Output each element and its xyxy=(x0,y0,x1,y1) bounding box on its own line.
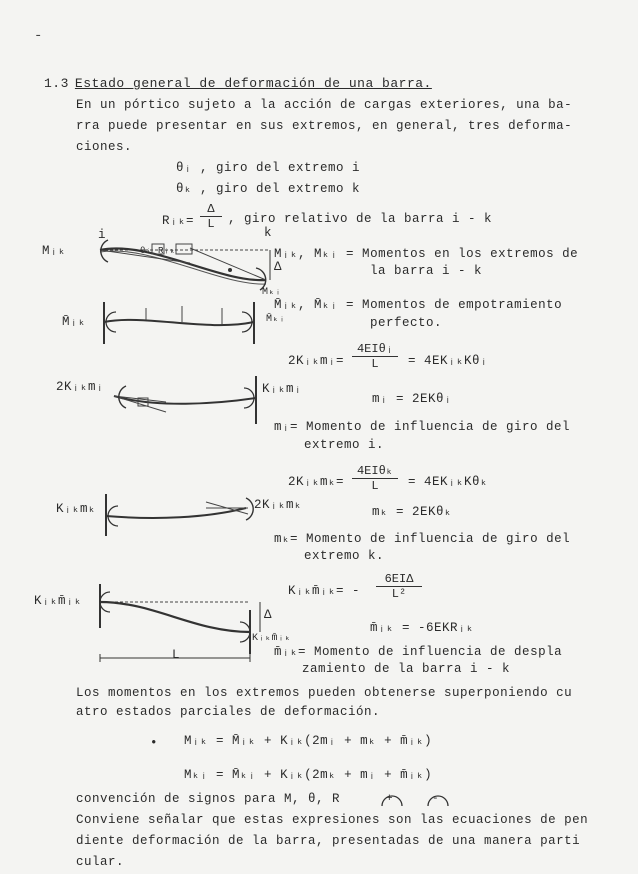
sup-text-line-2: atro estados parciales de deformación. xyxy=(76,705,381,719)
f3-left-label: 2Kᵢₖmᵢ xyxy=(56,380,105,394)
eq2-lhs: 2Kᵢₖmₖ= xyxy=(288,475,345,489)
f1-i-label: i xyxy=(98,228,107,242)
eq3-den: L² xyxy=(391,587,407,601)
f2-mki-label: M̄ₖᵢ xyxy=(266,314,286,325)
final-eq-2: Mₖᵢ = M̄ₖᵢ + Kᵢₖ(2mₖ + mᵢ + m̄ᵢₖ) xyxy=(184,768,433,782)
eq1-den: L xyxy=(371,357,379,371)
mk-def-line-2: extremo k. xyxy=(304,549,385,563)
def-theta-i: θᵢ , giro del extremo i xyxy=(176,161,361,175)
f5-right-label: Kᵢₖm̄ᵢₖ xyxy=(252,633,292,644)
figure-rotation-k xyxy=(96,490,276,540)
m2-line-1: M̄ᵢₖ, M̄ₖᵢ = Momentos de empotramiento xyxy=(274,298,563,312)
eq1-rhs: = 4EKᵢₖKθᵢ xyxy=(408,354,489,368)
f1-theta-label: θᵢ xyxy=(140,246,152,256)
section-heading xyxy=(44,76,432,91)
sign-convention-text: convención de signos para M, θ, R xyxy=(76,792,341,806)
f5-delta-label: Δ xyxy=(264,608,273,622)
closing-line-2: diente deformación de la barra, presentadas de una manera parti xyxy=(76,834,581,848)
final-eq-1: Mᵢₖ = M̄ᵢₖ + Kᵢₖ(2mᵢ + mₖ + m̄ᵢₖ) xyxy=(184,734,433,748)
section-title: Estado general de deformación de una barra. xyxy=(74,76,432,91)
mi-def-line-2: extremo i. xyxy=(304,438,385,452)
def-rik-num: Δ xyxy=(200,202,222,217)
bullet: • xyxy=(150,736,159,750)
section-number: 1.3 xyxy=(44,76,69,91)
f1-delta-label: Δ xyxy=(274,260,283,274)
intro-line-1: En un pórtico sujeto a la acción de cargas exteriores, una ba- xyxy=(76,98,573,112)
eq3b: m̄ᵢₖ = -6EKRᵢₖ xyxy=(370,621,475,635)
m1-line-2: la barra i - k xyxy=(370,264,483,278)
f3-right-label: Kᵢₖmᵢ xyxy=(262,382,303,396)
mk-def-line-1: mₖ= Momento de influencia de giro del xyxy=(274,532,571,546)
mi-def-line-1: mᵢ= Momento de influencia de giro del xyxy=(274,420,571,434)
f1-mki-label: Mₖᵢ xyxy=(262,287,282,298)
f5-length-label: L xyxy=(172,648,181,662)
def-rik-fraction xyxy=(200,202,222,231)
f1-r-label: Rᵢₖ xyxy=(158,246,176,256)
eq2-num: 4EIθₖ xyxy=(352,463,398,479)
f4-right-label: 2Kᵢₖmₖ xyxy=(254,498,303,512)
intro-line-2: rra puede presentar en sus extremos, en general, tres deforma- xyxy=(76,119,573,133)
m1-line-1: Mᵢₖ, Mₖᵢ = Momentos en los extremos de xyxy=(274,247,579,261)
f1-mik-label: Mᵢₖ xyxy=(42,244,67,258)
eq3-num: 6EIΔ xyxy=(376,572,422,587)
eq1-num: 4EIθᵢ xyxy=(352,342,398,357)
def-theta-k: θₖ , giro del extremo k xyxy=(176,182,361,196)
def-rik-rhs: , giro relativo de la barra i - k xyxy=(228,212,493,226)
closing-line-1: Conviene señalar que estas expresiones son las ecuaciones de pen xyxy=(76,813,589,827)
def-rik-den: L xyxy=(207,217,215,231)
eq3-lhs: Kᵢₖm̄ᵢₖ= - xyxy=(288,584,361,598)
mbar-def-line-2: zamiento de la barra i - k xyxy=(302,662,511,676)
eq2-rhs: = 4EKᵢₖKθₖ xyxy=(408,475,489,489)
sup-text-line-1: Los momentos en los extremos pueden obtenerse superponiendo cu xyxy=(76,686,573,700)
sign-minus-icon: - xyxy=(432,793,440,805)
figure-fixed-bar xyxy=(86,298,276,348)
f4-left-label: Kᵢₖmₖ xyxy=(56,502,97,516)
eq1-lhs: 2Kᵢₖmᵢ= xyxy=(288,354,345,368)
intro-line-3: ciones. xyxy=(76,140,133,154)
corner-mark: - xyxy=(34,28,43,44)
mbar-def-line-1: m̄ᵢₖ= Momento de influencia de despla xyxy=(274,645,563,659)
eq2b: mₖ = 2EKθₖ xyxy=(372,505,453,519)
closing-line-3: cular. xyxy=(76,855,125,869)
def-rik-lhs: Rᵢₖ= xyxy=(162,214,195,228)
eq3-fraction xyxy=(376,572,422,601)
f2-mik-label: M̄ᵢₖ xyxy=(62,315,87,329)
f1-k-label: k xyxy=(264,226,273,240)
m2-line-2: perfecto. xyxy=(370,316,443,330)
eq2-fraction xyxy=(352,463,398,493)
figure-rotation-i xyxy=(96,372,276,428)
eq1-fraction xyxy=(352,342,398,371)
eq2-den: L xyxy=(371,479,379,493)
f5-left-label: Kᵢₖm̄ᵢₖ xyxy=(34,594,83,608)
eq1b: mᵢ = 2EKθᵢ xyxy=(372,392,453,406)
sign-plus-icon: + xyxy=(386,793,394,805)
